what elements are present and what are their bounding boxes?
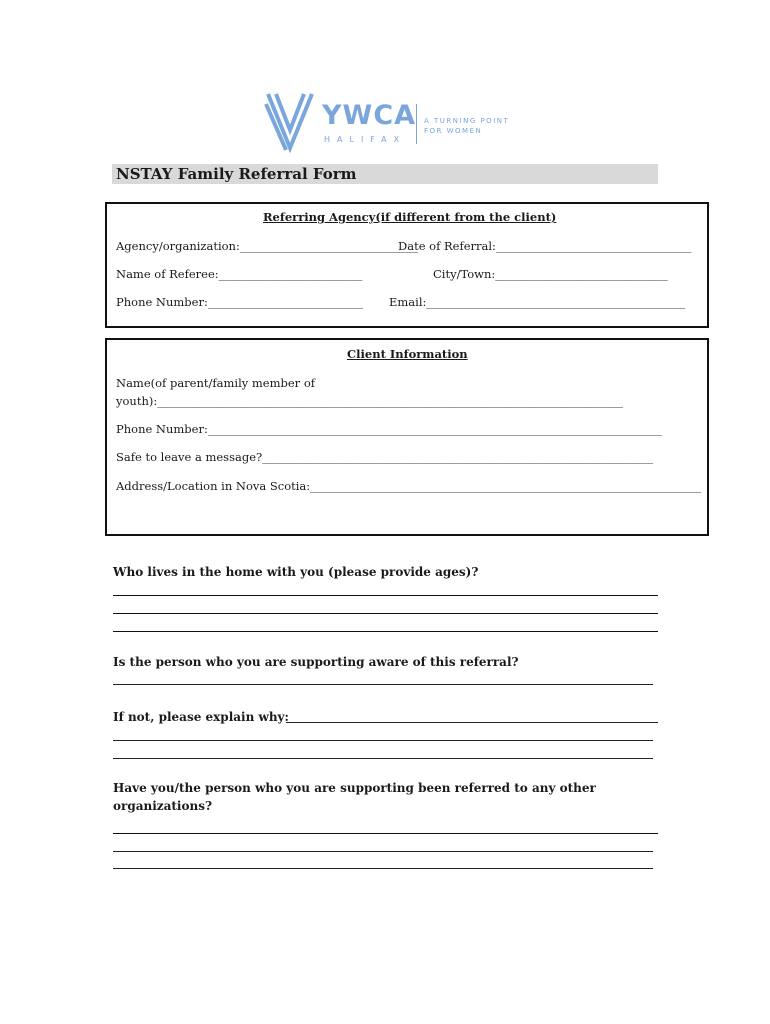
date-of-referral-field[interactable]: Date of Referral:__________________________________ [398,239,692,253]
explain-why-question: If not, please explain why: [113,710,289,724]
logo-tagline-line1: A TURNING POINT [424,117,510,125]
name-of-referee-field[interactable]: Name of Referee:_________________________ [116,267,363,281]
safe-to-leave-message-field[interactable]: Safe to leave a message?____________________________________________________________________ [116,450,654,464]
client-name-field[interactable]: youth):_________________________________________________________________________________ [116,394,623,408]
other-referrals-answer-line-3[interactable] [113,868,653,869]
household-question: Who lives in the home with you (please provide ages)? [113,565,479,579]
client-name-label: Name(of parent/family member of [116,376,316,390]
logo-tagline-line2: FOR WOMEN [424,127,483,135]
other-referrals-answer-line-1[interactable] [113,833,658,834]
client-information-heading: Client Information [347,347,468,361]
city-town-field[interactable]: City/Town:______________________________ [433,267,668,281]
explain-why-answer-line-3[interactable] [113,758,653,759]
client-phone-number-field[interactable]: Phone Number:_______________________________________________________________________________ [116,422,663,436]
household-answer-line-1[interactable] [113,595,658,596]
client-information-section [105,338,709,536]
logo-wordmark: YWCA [322,100,417,131]
explain-why-answer-line-1[interactable] [286,722,658,723]
ywca-chevron-mark-icon [266,94,312,150]
form-title: NSTAY Family Referral Form [116,165,357,183]
household-answer-line-2[interactable] [113,613,658,614]
other-referrals-question-line1: Have you/the person who you are supporting been referred to any other [113,781,596,795]
explain-why-answer-line-2[interactable] [113,740,653,741]
agency-phone-number-field[interactable]: Phone Number:___________________________ [116,295,364,309]
other-referrals-question-line2: organizations? [113,799,212,813]
logo-tagline [424,116,509,136]
awareness-answer-line[interactable] [113,684,653,685]
household-answer-line-3[interactable] [113,631,658,632]
other-referrals-answer-line-2[interactable] [113,851,653,852]
referring-agency-heading: Referring Agency(if different from the client) [263,210,557,224]
email-field[interactable]: Email:_____________________________________________ [389,295,686,309]
logo-divider [416,104,417,144]
logo-subtitle: HALIFAX [324,135,407,144]
agency-organization-field[interactable]: Agency/organization:_______________________________ [116,239,419,253]
awareness-question: Is the person who you are supporting aware of this referral? [113,655,519,669]
address-location-field[interactable]: Address/Location in Nova Scotia:____________________________________________________________________ [116,479,702,493]
